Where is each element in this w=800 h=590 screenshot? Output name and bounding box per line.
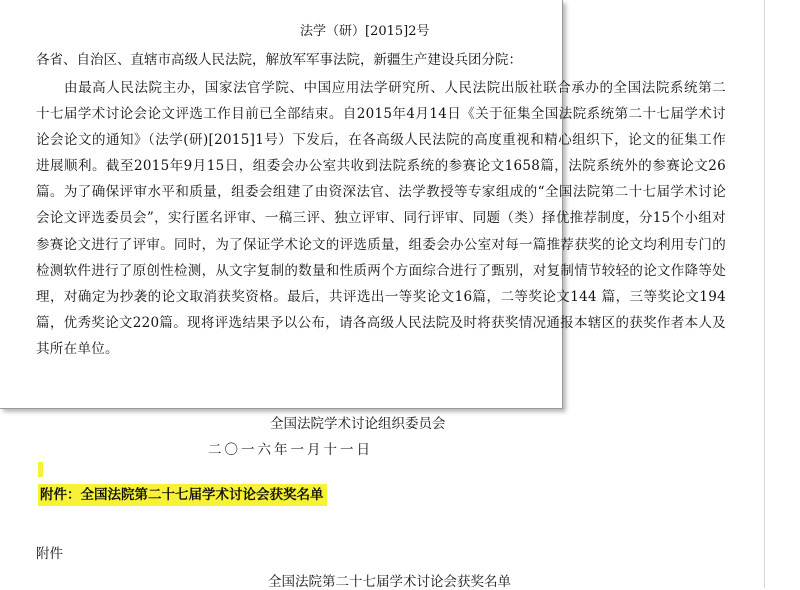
attachment-label: 附件 [36, 546, 63, 562]
document-number: 法学（研）[2015]2号 [300, 24, 430, 39]
right-margin-line [764, 0, 765, 588]
text-cursor-highlight [38, 462, 43, 477]
attachment-reference-highlighted: 附件：全国法院第二十七届学术讨论会获奖名单 [38, 484, 327, 506]
salutation-line: 各省、自治区、直辖市高级人民法院，解放军军事法院，新疆生产建设兵团分院： [36, 52, 522, 68]
award-list-title: 全国法院第二十七届学术讨论会获奖名单 [268, 574, 511, 590]
signature-date: 二〇一六年一月十一日 [208, 442, 373, 458]
body-paragraph: 由最高人民法院主办，国家法官学院、中国应用法学研究所、人民法院出版社联合承办的全国法院系统第二十七届学术讨论会论文评选工作目前已全部结束。自2015年4月14日《关于征集全国法院系统第二十七届学术讨论会论文的通知》（法学(研)[2015]1号）下发后，在各高级人民法院的高度重视和精心组织下，论文的征集工作进展顺利。截至2015年9月15日，组委会办公室共收到法院系统的参赛论文1658篇，法院系统外的参赛论文26篇。为了确保评审水平和质量，组委会组建了由资深法官、法学教授等专家组成的“全国法院第二十七届学术讨论会论文评选委员会”，实行匿名评审、一稿三评、独立评审、同行评审、同题（类）择优推荐制度，分15个小组对参赛论文进行了评审。同时，为了保证学术论文的评选质量，组委会办公室对每一篇推荐获奖的论文均利用专门的检测软件进行了原创性检测，从文字复制的数量和性质两个方面综合进行了甄别，对复制情节较轻的论文作降等处理，对确定为抄袭的论文取消获奖资格。最后，共评选出一等奖论文16篇，二等奖论文144 篇，三等奖论文194篇，优秀奖论文220篇。现将评选结果予以公布，请各高级人民法院及时将获奖情况通报本辖区的获奖作者本人及其所在单位。 [36, 80, 726, 357]
signature-organization: 全国法院学术讨论组织委员会 [270, 416, 446, 432]
